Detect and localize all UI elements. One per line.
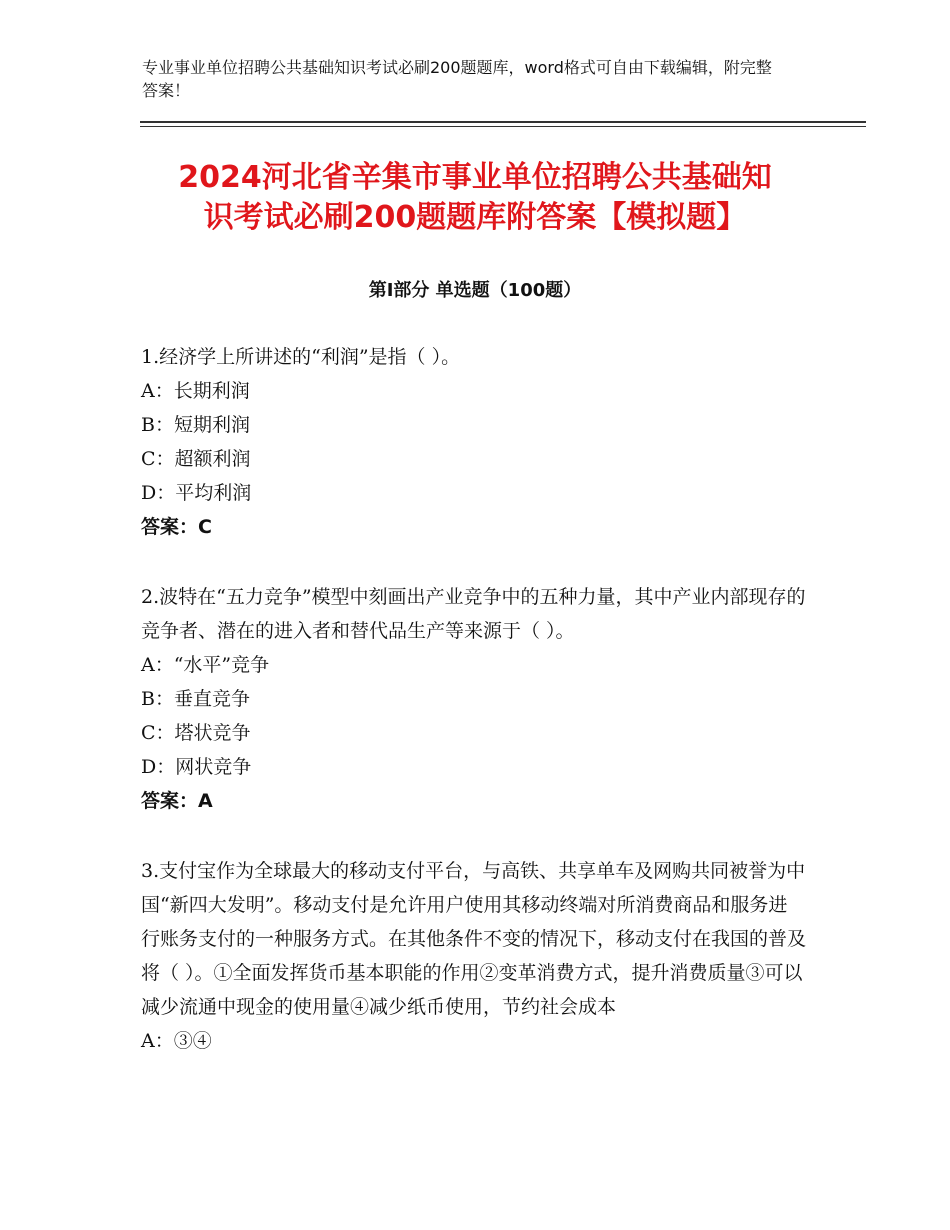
question-1	[141, 340, 806, 544]
question-stem: 1.经济学上所讲述的“利润”是指（ ）。	[141, 346, 461, 368]
answer: 答案：C	[141, 516, 212, 538]
option-a: A：“水平”竞争	[141, 654, 270, 676]
header-rule-thick	[140, 121, 866, 123]
header-rule-thin	[140, 126, 866, 127]
option-d: D：网状竞争	[141, 756, 252, 778]
question-stem: 2.波特在“五力竞争”模型中刻画出产业竞争中的五种力量，其中产业内部现存的竞争者、潜在的进入者和替代品生产等来源于（ ）。	[141, 586, 806, 642]
header-note: 专业事业单位招聘公共基础知识考试必刷200题题库，word格式可自由下载编辑，附完整答案！	[142, 58, 772, 100]
option-b: B：短期利润	[141, 414, 250, 436]
question-3	[141, 854, 806, 1058]
option-d: D：平均利润	[141, 482, 252, 504]
title-line-2: 识考试必刷200题题库附答案【模拟题】	[203, 200, 747, 235]
answer: 答案：A	[141, 790, 213, 812]
question-list	[141, 340, 806, 1094]
option-c: C：超额利润	[141, 448, 251, 470]
option-c: C：塔状竞争	[141, 722, 251, 744]
section-heading: 第Ⅰ部分 单选题（100题）	[368, 280, 582, 301]
option-a: A：③④	[141, 1030, 212, 1052]
question-2	[141, 580, 806, 818]
option-b: B：垂直竞争	[141, 688, 250, 710]
option-a: A：长期利润	[141, 380, 250, 402]
title-line-1: 2024河北省辛集市事业单位招聘公共基础知	[178, 160, 772, 195]
document-title	[120, 158, 830, 238]
question-stem: 3.支付宝作为全球最大的移动支付平台，与高铁、共享单车及网购共同被誉为中国“新四大发明”。移动支付是允许用户使用其移动终端对所消费商品和服务进行账务支付的一种服务方式。在其他条件不变的情况下，移动支付在我国的普及将（ ）。①全面发挥货币基本职能的作用②变革消费方式，提升消费质量③可以减少流通中现金的使用量④减少纸币使用，节约社会成本	[141, 860, 807, 1018]
